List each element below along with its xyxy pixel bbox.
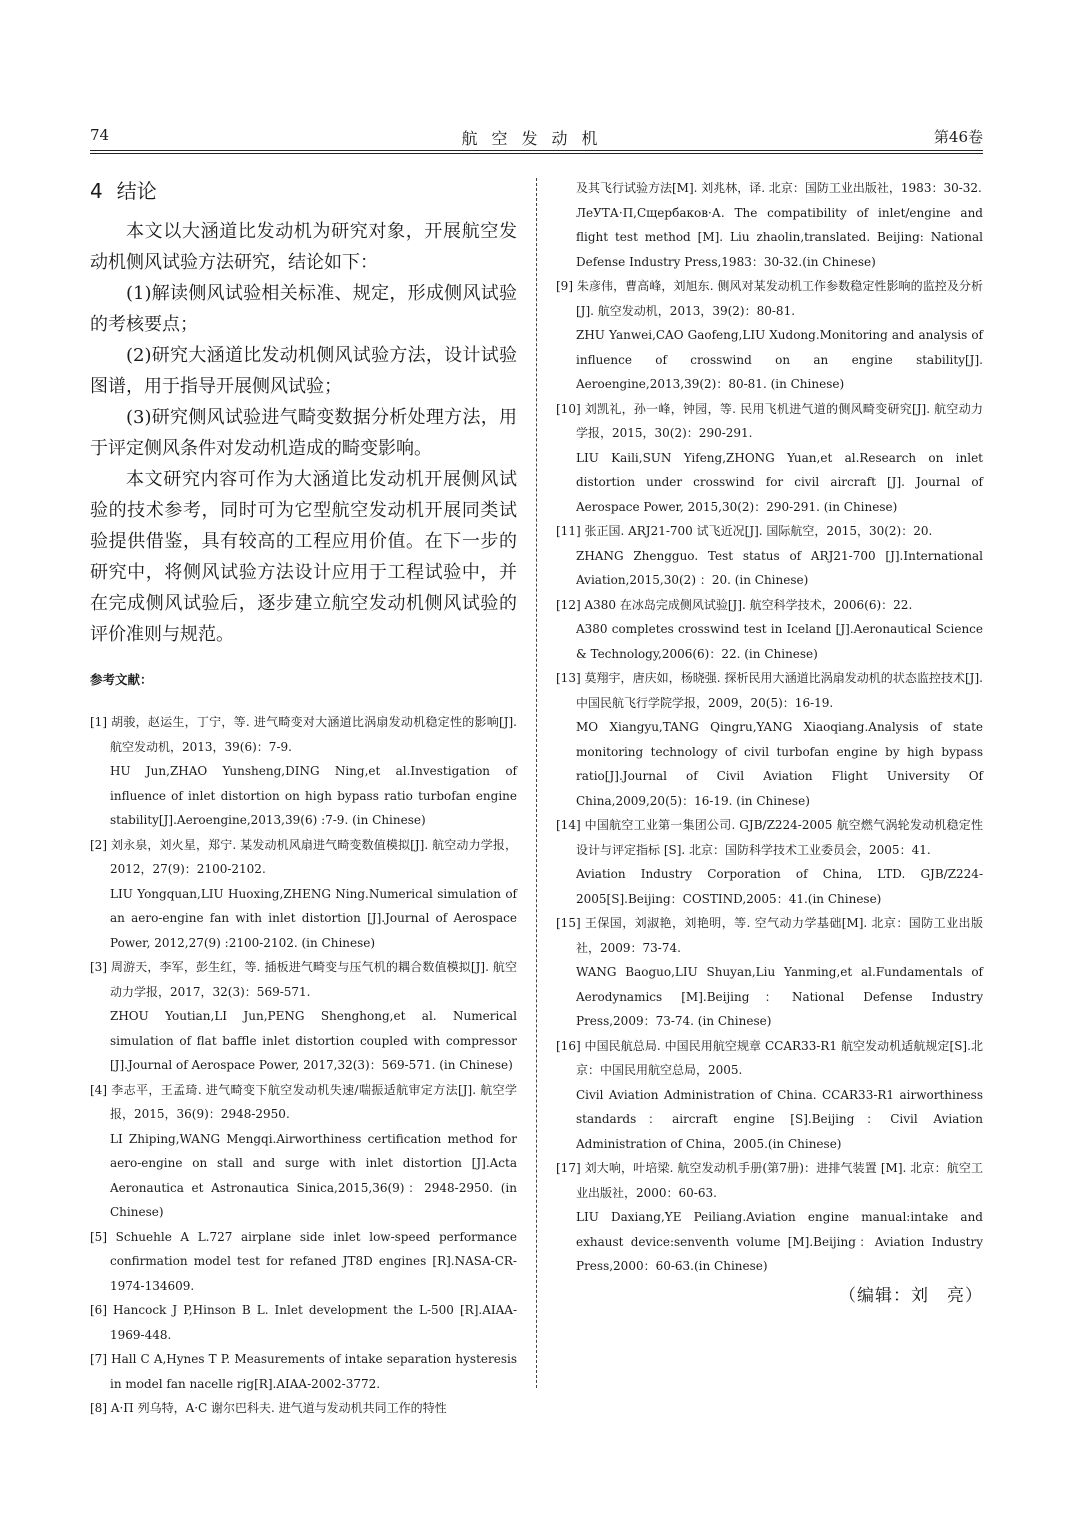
reference-translation: Aviation Industry Corporation of China, LTD. GJB/Z224-2005[S].Beijing：COSTIND,2005：41.(in Chinese) xyxy=(576,867,983,906)
section-heading xyxy=(90,176,517,206)
reference-item xyxy=(556,274,983,397)
reference-item xyxy=(556,1034,983,1157)
reference-item xyxy=(90,1225,517,1299)
reference-item xyxy=(90,1396,517,1421)
reference-translation: A380 completes crosswind test in Iceland [J].Aeronautical Science & Technology,2006(6)：22. (in Chinese) xyxy=(576,622,983,661)
reference-citation: [2] 刘永泉，刘火星，郑宁. 某发动机风扇进气畸变数值模拟[J]. 航空动力学报，2012，27(9)：2100-2102. xyxy=(90,837,517,876)
reference-item xyxy=(90,1347,517,1396)
reference-translation: WANG Baoguo,LIU Shuyan,Liu Yanming,et al.Fundamentals of Aerodynamics [M].Beijing：National Defense Industry Press,2009：73-74. (in Chinese) xyxy=(576,965,983,1028)
conclusion-paragraph: (2)研究大涵道比发动机侧风试验方法，设计试验图谱，用于指导开展侧风试验； xyxy=(90,345,517,397)
reference-translation: Civil Aviation Administration of China. CCAR33-R1 airworthiness standards：aircraft engine [S].Beijing：Civil Aviation Administration of China，2005.(in Chinese) xyxy=(576,1087,983,1151)
header-rule xyxy=(90,150,983,151)
reference-item xyxy=(90,1298,517,1347)
reference-translation: LIU Kaili,SUN Yifeng,ZHONG Yuan,et al.Research on inlet distortion under crosswind for civil aircraft [J]. Journal of Aerospace Power, 2015,30(2)：290-291. (in Chinese) xyxy=(576,450,983,514)
reference-translation: ZHOU Youtian,LI Jun,PENG Shenghong,et al. Numerical simulation of flat baffle inlet distortion coupled with compressor [J].Journal of Aerospace Power, 2017,32(3)：569-571. (in Chinese) xyxy=(110,1009,517,1072)
reference-citation: 及其飞行试验方法[M]. 刘兆林，译. 北京：国防工业出版社，1983：30-32. xyxy=(576,181,982,195)
reference-translation: ZHANG Zhengguo. Test status of ARJ21-700 [J].International Aviation,2015,30(2) ：20. (in Chinese) xyxy=(576,548,983,587)
reference-citation: [5] Schuehle A L.727 airplane side inlet low-speed performance confirmation model test for refaned JT8D engines [R].NASA-CR-1974-134609. xyxy=(90,1229,517,1293)
column-divider xyxy=(536,178,537,1388)
reference-citation: [4] 李志平，王孟琦. 进气畸变下航空发动机失速/喘振适航审定方法[J]. 航空学报，2015，36(9)：2948-2950. xyxy=(90,1082,517,1121)
section-title: 结论 xyxy=(116,179,157,203)
reference-item xyxy=(90,1078,517,1225)
running-header xyxy=(90,126,983,150)
reference-item xyxy=(556,911,983,1034)
reference-citation: [14] 中国航空工业第一集团公司. GJB/Z224-2005 航空燃气涡轮发动机稳定性设计与评定指标 [S]. 北京：国防科学技术工业委员会，2005：41. xyxy=(556,818,983,857)
left-column xyxy=(90,176,517,1421)
reference-citation: [8] A·П 列乌特，A·C 谢尔巴科夫. 进气道与发动机共同工作的特性 xyxy=(90,1401,447,1415)
reference-citation: [6] Hancock J P,Hinson B L. Inlet development the L-500 [R].AIAA-1969-448. xyxy=(90,1303,517,1342)
reference-item xyxy=(556,176,983,274)
header-rule-double xyxy=(90,153,983,154)
reference-citation: [11] 张正国. ARJ21-700 试飞近况[J]. 国际航空，2015，30(2)：20. xyxy=(556,524,933,538)
reference-item xyxy=(556,813,983,911)
conclusion-paragraph: 本文研究内容可作为大涵道比发动机开展侧风试验的技术参考，同时可为它型航空发动机开展同类试验提供借鉴，具有较高的工程应用价值。在下一步的研究中，将侧风试验方法设计应用于工程试验中，并在完成侧风试验后，逐步建立航空发动机侧风试验的评价准则与规范。 xyxy=(90,469,517,645)
reference-item xyxy=(556,666,983,813)
reference-citation: [17] 刘大响，叶培梁. 航空发动机手册(第7册)：进排气装置 [M]. 北京：航空工业出版社，2000：60-63. xyxy=(556,1161,983,1200)
reference-translation: HU Jun,ZHAO Yunsheng,DING Ning,et al.Investigation of influence of inlet distortion on high bypass ratio turbofan engine stability[J].Aeroengine,2013,39(6) :7-9. (in Chinese) xyxy=(110,764,517,827)
reference-translation: LIU Yongquan,LIU Huoxing,ZHENG Ning.Numerical simulation of an aero-engine fan with inlet distortion [J].Journal of Aerospace Power, 2012,27(9) :2100-2102. (in Chinese) xyxy=(110,886,517,950)
reference-citation: [13] 莫翔宇，唐庆如，杨晓强. 探析民用大涵道比涡扇发动机的状态监控技术[J]. 中国民航飞行学院学报，2009，20(5)：16-19. xyxy=(556,671,983,710)
reference-item xyxy=(556,519,983,593)
reference-item xyxy=(90,710,517,833)
journal-title: 航空发动机 xyxy=(461,129,612,148)
reference-citation: [3] 周游天，李军，彭生红，等. 插板进气畸变与压气机的耦合数值模拟[J]. 航空动力学报，2017，32(3)：569-571. xyxy=(90,960,517,999)
reference-item xyxy=(556,397,983,520)
editor-credit: （编辑：刘 亮） xyxy=(839,1285,983,1306)
reference-list-right xyxy=(556,176,983,1279)
page-number: 74 xyxy=(90,126,110,144)
section-number: 4 xyxy=(90,179,103,203)
reference-item xyxy=(556,1156,983,1279)
conclusion-paragraph: 本文以大涵道比发动机为研究对象，开展航空发动机侧风试验方法研究，结论如下： xyxy=(90,221,517,273)
reference-translation: LI Zhiping,WANG Mengqi.Airworthiness certification method for aero-engine on stall and surge with inlet distortion [J].Acta Aeronautica et Astronautica Sinica,2015,36(9)：2948-2950. (in Chinese) xyxy=(110,1131,517,1219)
reference-translation: ЛеУТА·П,Сщербаков·А. The compatibility of inlet/engine and flight test method [M]. Liu zhaolin,translated. Beijing: National Defense Industry Press,1983：30-32.(in Chinese) xyxy=(576,205,983,269)
reference-citation: [15] 王保国，刘淑艳，刘艳明，等. 空气动力学基础[M]. 北京：国防工业出版社，2009：73-74. xyxy=(556,916,983,955)
reference-translation: LIU Daxiang,YE Peiliang.Aviation engine manual:intake and exhaust device:senventh volume [M].Beijing：Aviation Industry Press,2000：60-63.(in Chinese) xyxy=(576,1210,983,1273)
conclusion-paragraph: (1)解读侧风试验相关标准、规定，形成侧风试验的考核要点； xyxy=(90,283,517,335)
reference-citation: [12] A380 在冰岛完成侧风试验[J]. 航空科学技术，2006(6)：22. xyxy=(556,597,913,612)
reference-item xyxy=(90,833,517,956)
reference-item xyxy=(90,955,517,1078)
reference-item xyxy=(556,593,983,667)
reference-translation: MO Xiangyu,TANG Qingru,YANG Xiaoqiang.Analysis of state monitoring technology of civil turbofan engine by high bypass ratio[J].Journal of Civil Aviation Flight University Of China,2009,20(5)：16-19. (in Chinese) xyxy=(576,720,983,808)
conclusion-paragraph: (3)研究侧风试验进气畸变数据分析处理方法，用于评定侧风条件对发动机造成的畸变影响。 xyxy=(90,407,517,459)
reference-citation: [1] 胡骏，赵运生，丁宁，等. 进气畸变对大涵道比涡扇发动机稳定性的影响[J]. 航空发动机，2013，39(6)：7-9. xyxy=(90,715,517,754)
reference-list-left xyxy=(90,710,517,1421)
reference-citation: [10] 刘凯礼，孙一峰，钟园，等. 民用飞机进气道的侧风畸变研究[J]. 航空动力学报，2015，30(2)：290-291. xyxy=(556,401,983,440)
volume-label: 第46卷 xyxy=(933,128,983,146)
reference-citation: [9] 朱彦伟，曹高峰，刘旭东. 侧风对某发动机工作参数稳定性影响的监控及分析[J]. 航空发动机，2013，39(2)：80-81. xyxy=(556,279,983,318)
reference-citation: [7] Hall C A,Hynes T P. Measurements of intake separation hysteresis in model fan nacelle rig[R].AIAA-2002-3772. xyxy=(90,1352,517,1391)
reference-citation: [16] 中国民航总局. 中国民用航空规章 CCAR33-R1 航空发动机适航规定[S].北京：中国民用航空总局，2005. xyxy=(556,1038,983,1077)
references-heading: 参考文献： xyxy=(90,672,153,687)
reference-translation: ZHU Yanwei,CAO Gaofeng,LIU Xudong.Monitoring and analysis of influence of crosswind on an engine stability[J]. Aeroengine,2013,39(2)：80-81. (in Chinese) xyxy=(576,328,983,391)
right-column xyxy=(556,176,983,1306)
